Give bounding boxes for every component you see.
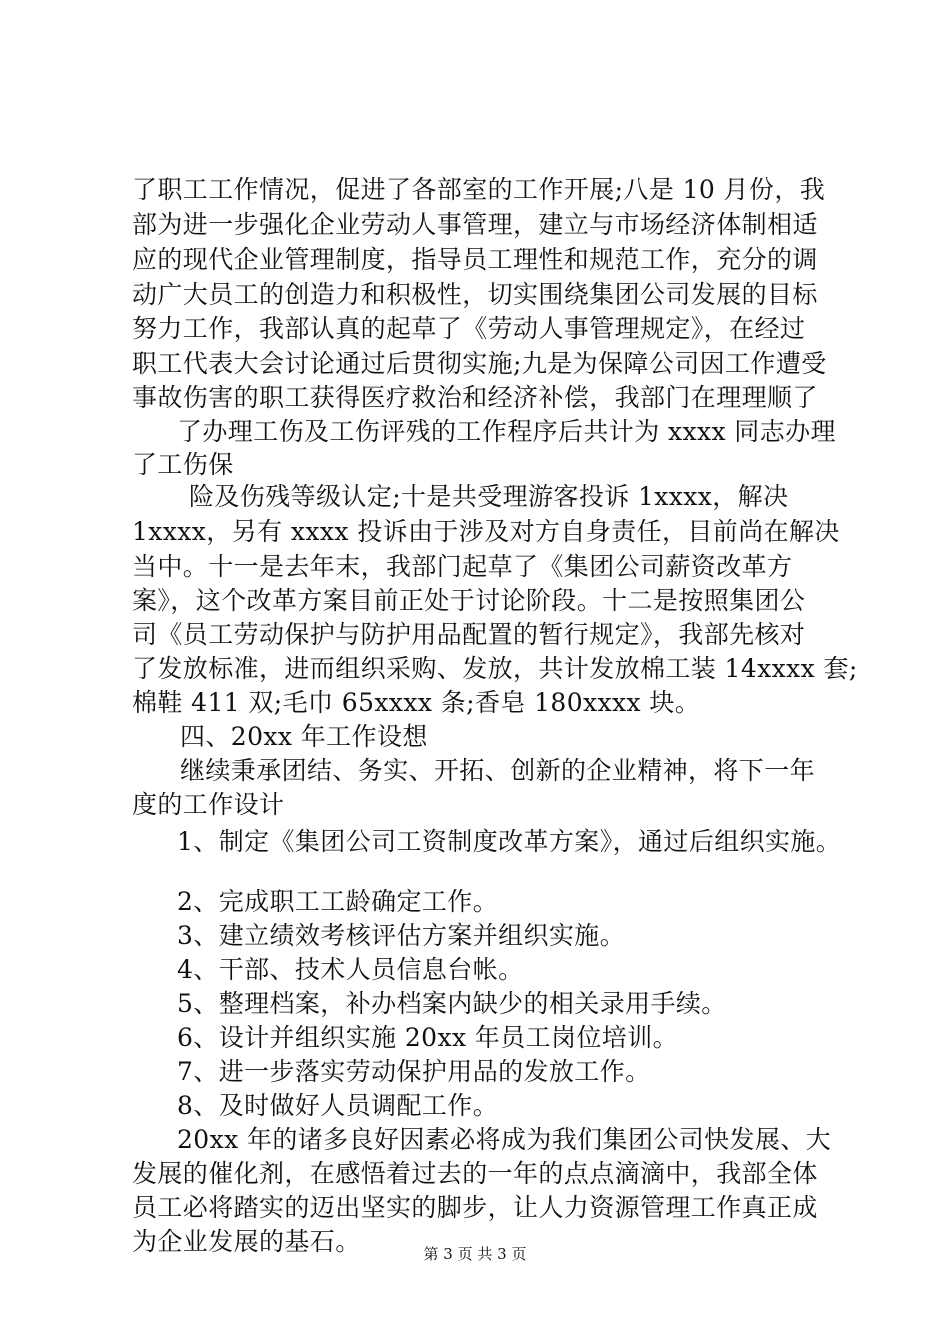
paragraph-line: 动广大员工的创造力和积极性，切实围绕集团公司发展的目标 — [132, 280, 818, 309]
list-item: 2、完成职工工龄确定工作。 — [177, 887, 499, 916]
list-item: 4、干部、技术人员信息台帐。 — [177, 955, 524, 984]
paragraph-line: 努力工作，我部认真的起草了《劳动人事管理规定》，在经过 — [132, 314, 806, 343]
list-item: 8、及时做好人员调配工作。 — [177, 1091, 499, 1120]
paragraph-line: 度的工作设计 — [132, 790, 285, 819]
paragraph-line: 当中。十一是去年末，我部门起草了《集团公司薪资改革方 — [132, 552, 793, 581]
list-item: 3、建立绩效考核评估方案并组织实施。 — [177, 921, 626, 950]
paragraph-line: 应的现代企业管理制度，指导员工理性和规范工作，充分的调 — [132, 245, 818, 274]
paragraph-line: 了发放标准，进而组织采购、发放，共计发放棉工装 14xxxx 套; — [132, 654, 858, 683]
paragraph-line: 司《员工劳动保护与防护用品配置的暂行规定》，我部先核对 — [132, 620, 806, 649]
paragraph-line: 20xx 年的诸多良好因素必将成为我们集团公司快发展、大 — [177, 1125, 832, 1154]
list-item: 7、进一步落实劳动保护用品的发放工作。 — [177, 1057, 651, 1086]
paragraph-line: 1xxxx，另有 xxxx 投诉由于涉及对方自身责任，目前尚在解决 — [132, 517, 840, 546]
list-item: 1、制定《集团公司工资制度改革方案》，通过后组织实施。 — [177, 827, 842, 856]
paragraph-line: 棉鞋 411 双;毛巾 65xxxx 条;香皂 180xxxx 块。 — [132, 688, 701, 717]
paragraph-line: 部为进一步强化企业劳动人事管理，建立与市场经济体制相适 — [132, 210, 818, 239]
section-heading: 四、20xx 年工作设想 — [180, 722, 428, 751]
paragraph-line: 员工必将踏实的迈出坚实的脚步，让人力资源管理工作真正成 — [132, 1193, 818, 1222]
paragraph-line: 了工伤保 — [132, 450, 234, 479]
paragraph-line: 了职工工作情况，促进了各部室的工作开展;八是 10 月份，我 — [132, 175, 826, 204]
paragraph-line: 事故伤害的职工获得医疗救治和经济补偿，我部门在理理顺了 — [132, 383, 818, 412]
list-item: 5、整理档案，补办档案内缺少的相关录用手续。 — [177, 989, 727, 1018]
paragraph-line: 了办理工伤及工伤评残的工作程序后共计为 xxxx 同志办理 — [177, 417, 836, 446]
paragraph-line: 案》，这个改革方案目前正处于讨论阶段。十二是按照集团公 — [132, 586, 806, 615]
paragraph-line: 继续秉承团结、务实、开拓、创新的企业精神，将下一年 — [180, 756, 816, 785]
paragraph-line: 发展的催化剂，在感悟着过去的一年的点点滴滴中，我部全体 — [132, 1159, 818, 1188]
paragraph-line: 职工代表大会讨论通过后贯彻实施;九是为保障公司因工作遭受 — [132, 349, 827, 378]
paragraph-line: 为企业发展的基石。 — [132, 1227, 361, 1256]
page-number-footer: 第 3 页 共 3 页 — [423, 1245, 527, 1263]
paragraph-line: 险及伤残等级认定;十是共受理游客投诉 1xxxx，解决 — [189, 482, 789, 511]
list-item: 6、设计并组织实施 20xx 年员工岗位培训。 — [177, 1023, 679, 1052]
